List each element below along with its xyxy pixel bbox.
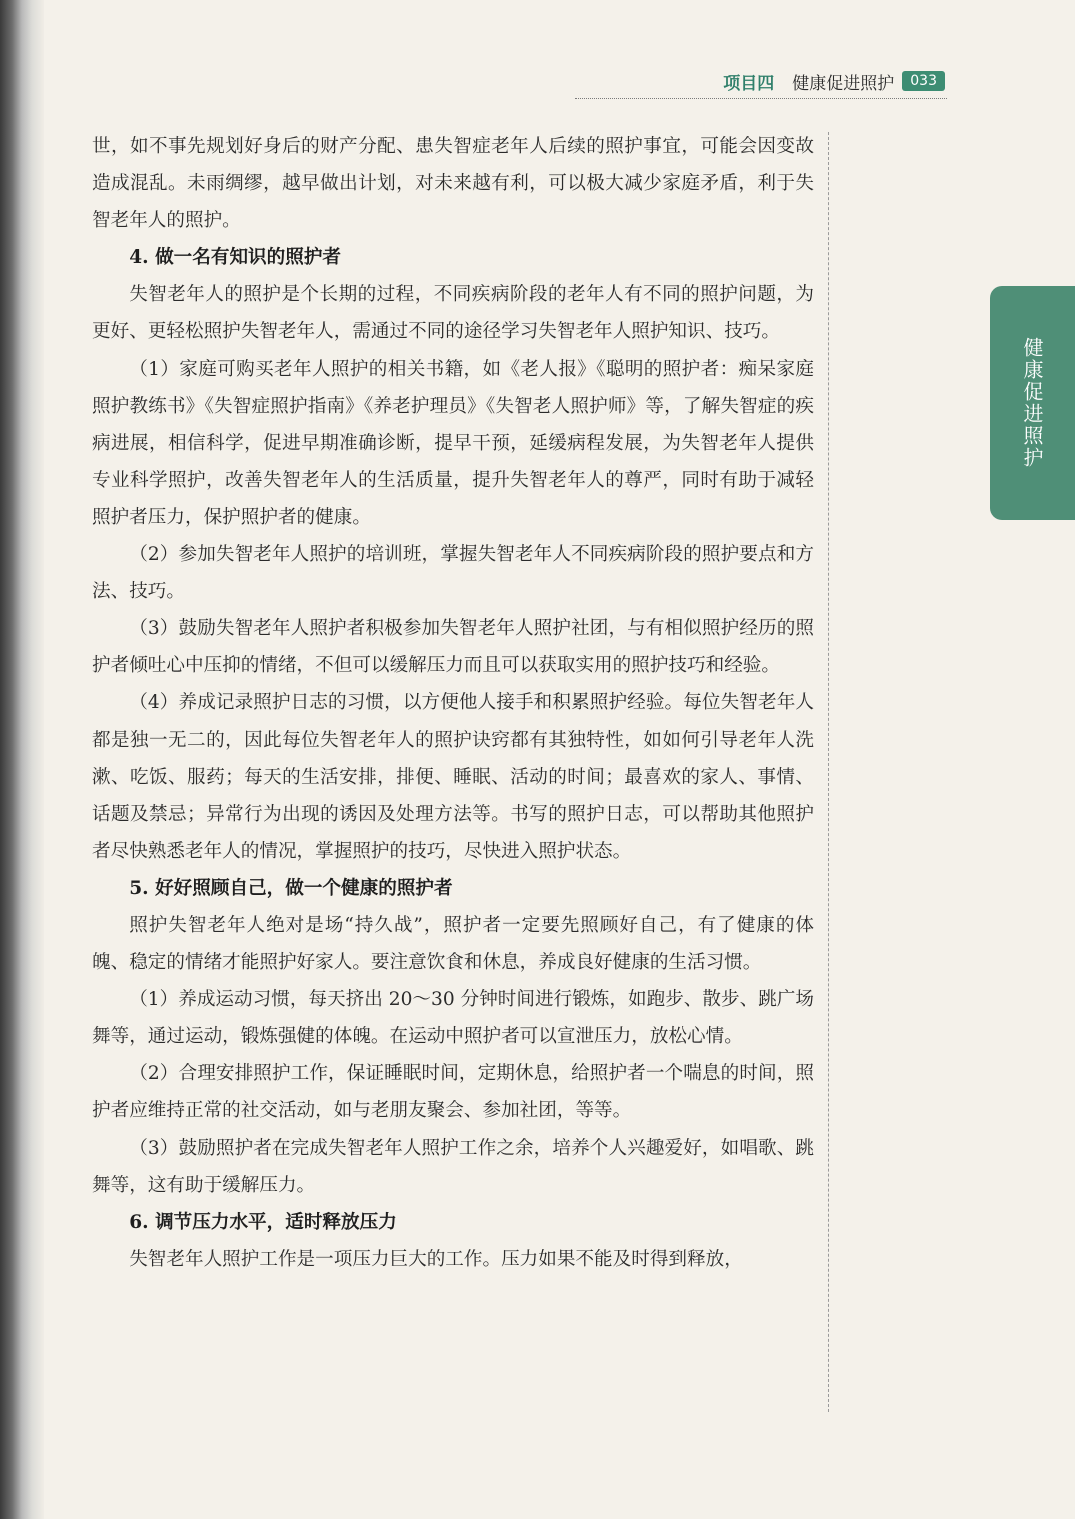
paragraph: 失智老年人照护工作是一项压力巨大的工作。压力如果不能及时得到释放， xyxy=(129,1248,743,1270)
header-section-title: 健康促进照护 xyxy=(792,73,895,94)
section-heading-6: 6. 调节压力水平，适时释放压力 xyxy=(129,1211,397,1233)
header-rule xyxy=(575,98,947,99)
list-item: （2）合理安排照护工作，保证睡眠时间，定期休息，给照护者一个喘息的时间，照护者应维持正常的社交活动，如与老朋友聚会、参加社团，等等。 xyxy=(92,1063,814,1122)
paragraph: 照护失智老年人绝对是场“持久战”，照护者一定要先照顾好自己，有了健康的体魄、稳定的情绪才能照护好家人。要注意饮食和休息，养成良好健康的生活习惯。 xyxy=(92,914,814,974)
section-heading-4: 4. 做一名有知识的照护者 xyxy=(129,247,342,269)
margin-divider xyxy=(828,132,829,1412)
list-item: （3）鼓励照护者在完成失智老年人照护工作之余，培养个人兴趣爱好，如唱歌、跳舞等，这有助于缓解压力。 xyxy=(92,1137,814,1196)
running-header xyxy=(723,68,945,94)
book-binding-edge xyxy=(0,0,44,1519)
paragraph: 失智老年人的照护是个长期的过程，不同疾病阶段的老年人有不同的照护问题，为更好、更轻松照护失智老年人，需通过不同的途径学习失智老年人照护知识、技巧。 xyxy=(92,284,814,343)
side-tab-label: 健康促进照护 xyxy=(1020,337,1044,469)
list-item: （1）养成运动习惯，每天挤出 20～30 分钟时间进行锻炼，如跑步、散步、跳广场舞等，通过运动，锻炼强健的体魄。在运动中照护者可以宣泄压力，放松心情。 xyxy=(92,989,814,1048)
list-item: （4）养成记录照护日志的习惯，以方便他人接手和积累照护经验。每位失智老年人都是独一无二的，因此每位失智老年人的照护诀窍都有其独特性，如如何引导老年人洗漱、吃饭、服药；每天的生活安排，排便、睡眠、活动的时间；最喜欢的家人、事情、话题及禁忌；异常行为出现的诱因及处理方法等。书写的照护日志，可以帮助其他照护者尽快熟悉老年人的情况，掌握照护的技巧，尽快进入照护状态。 xyxy=(92,692,814,862)
list-item: （2）参加失智老年人照护的培训班，掌握失智老年人不同疾病阶段的照护要点和方法、技巧。 xyxy=(92,544,814,603)
list-item: （3）鼓励失智老年人照护者积极参加失智老年人照护社团，与有相似照护经历的照护者倾吐心中压抑的情绪，不但可以缓解压力而且可以获取实用的照护技巧和经验。 xyxy=(92,618,814,677)
list-item: （1）家庭可购买老年人照护的相关书籍，如《老人报》《聪明的照护者：痴呆家庭照护教练书》《失智症照护指南》《养老护理员》《失智老人照护师》等，了解失智症的疾病进展，相信科学，促进早期准确诊断，提早干预，延缓病程发展，为失智老年人提供专业科学照护，改善失智老年人的生活质量，提升失智老年人的尊严，同时有助于减轻照护者压力，保护照护者的健康。 xyxy=(92,358,814,528)
page-number-badge: 033 xyxy=(902,71,945,91)
paragraph: 世，如不事先规划好身后的财产分配、患失智症老年人后续的照护事宜，可能会因变故造成混乱。未雨绸缪，越早做出计划，对未来越有利，可以极大减少家庭矛盾，利于失智老年人的照护。 xyxy=(92,136,814,232)
body-text xyxy=(92,128,814,1278)
header-project: 项目四 xyxy=(723,73,775,94)
chapter-side-tab xyxy=(990,286,1075,520)
section-heading-5: 5. 好好照顾自己，做一个健康的照护者 xyxy=(129,877,453,899)
